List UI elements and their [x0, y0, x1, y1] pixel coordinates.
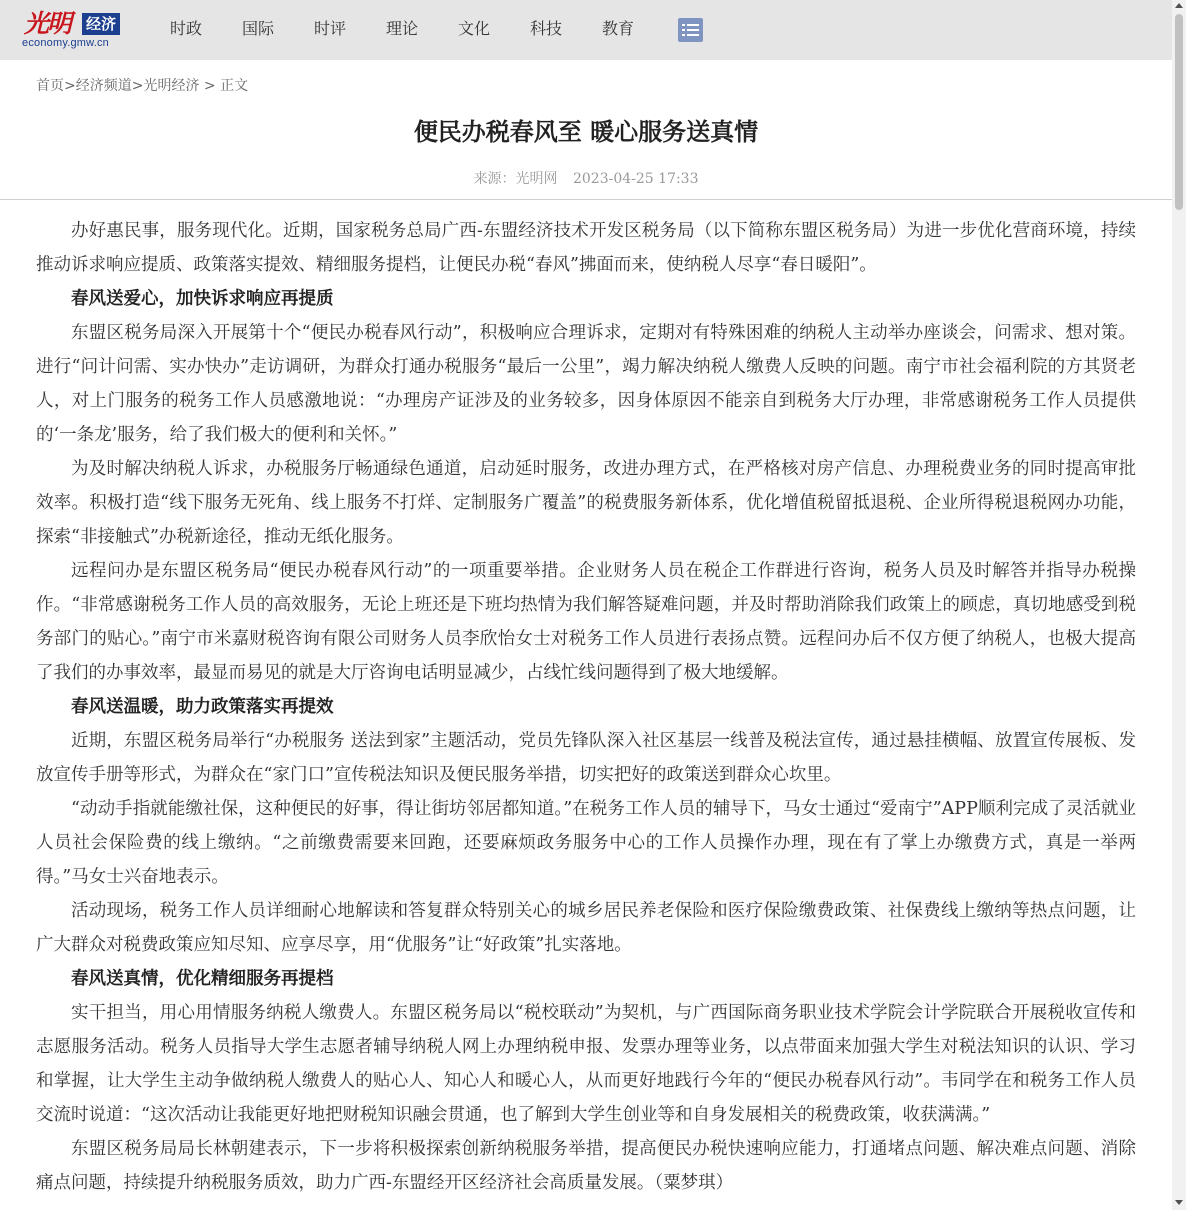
logo-section-badge: 经济: [82, 13, 120, 35]
breadcrumb: [36, 75, 248, 95]
breadcrumb-current: 正文: [220, 78, 249, 94]
nav-item-education[interactable]: 教育: [601, 19, 634, 38]
article-paragraph: 东盟区税务局深入开展第十个“便民办税春风行动”，积极响应合理诉求，定期对有特殊困难的纳税人主动举办座谈会，问需求、想对策。进行“问计问需、实办快办”走访调研，为群众打通办税服务“最后一公里”，竭力解决纳税人缴费人反映的问题。南宁市社会福利院的方其贤老人，对上门服务的税务工作人员感激地说：“办理房产证涉及的业务较多，因身体原因不能亲自到税务大厅办理，非常感谢税务工作人员提供的‘一条龙’服务，给了我们极大的便利和关怀。”: [36, 323, 1136, 445]
article-subtitle: 春风送温暖，助力政策落实再提效: [71, 697, 334, 717]
breadcrumb-separator: >: [131, 78, 144, 94]
article-paragraph: 近期，东盟区税务局举行“办税服务 送法到家”主题活动，党员先锋队深入社区基层一线普及税法宣传，通过悬挂横幅、放置宣传展板、发放宣传手册等形式，为群众在“家门口”宣传税法知识及便民服务举措，切实把好的政策送到群众心坎里。: [36, 731, 1136, 785]
top-navigation-bar: [0, 0, 1172, 60]
source-name[interactable]: 光明网: [515, 171, 558, 187]
article-body: [36, 214, 1136, 1200]
site-logo[interactable]: [22, 4, 132, 54]
nav-item-tech[interactable]: 科技: [529, 19, 562, 38]
main-nav: [150, 0, 654, 60]
nav-item-commentary[interactable]: 时评: [313, 19, 346, 38]
publish-datetime: 2023-04-25 17:33: [572, 171, 699, 187]
article-paragraph: “动动手指就能缴社保，这种便民的好事，得让街坊邻居都知道。”在税务工作人员的辅导下，马女士通过“爱南宁”APP顺利完成了灵活就业人员社会保险费的线上缴纳。“之前缴费需要来回跑，还要麻烦政务服务中心的工作人员操作办理，现在有了掌上办缴费方式，真是一举两得。”马女士兴奋地表示。: [36, 799, 1136, 887]
breadcrumb-economy-channel[interactable]: 经济频道: [75, 78, 132, 94]
logo-brand-text: 光明: [24, 9, 71, 38]
scroll-down-arrow-icon[interactable]: [1175, 1200, 1183, 1205]
article-paragraph: 远程问办是东盟区税务局“便民办税春风行动”的一项重要举措。企业财务人员在税企工作群进行咨询，税务人员及时解答并指导办税操作。“非常感谢税务工作人员的高效服务，无论上班还是下班均热情为我们解答疑难问题，并及时帮助消除我们政策上的顾虑，真切地感受到税务部门的贴心。”南宁市米嘉财税咨询有限公司财务人员李欣怡女士对税务工作人员进行表扬点赞。远程问办后不仅方便了纳税人，也极大提高了我们的办事效率，最显而易见的就是大厅咨询电话明显减少，占线忙线问题得到了极大地缓解。: [36, 561, 1136, 683]
breadcrumb-separator: >: [199, 78, 221, 94]
article-paragraph: 活动现场，税务工作人员详细耐心地解读和答复群众特别关心的城乡居民养老保险和医疗保险缴费政策、社保费线上缴纳等热点问题，让广大群众对税费政策应知尽知、应享尽享，用“优服务”让“好政策”扎实落地。: [36, 901, 1136, 955]
title-divider: [0, 199, 1172, 200]
nav-item-theory[interactable]: 理论: [385, 19, 418, 38]
nav-item-international[interactable]: 国际: [241, 19, 274, 38]
article-subtitle: 春风送真情，优化精细服务再提档: [71, 969, 334, 989]
breadcrumb-home[interactable]: 首页: [36, 78, 64, 94]
scroll-up-arrow-icon[interactable]: [1175, 3, 1183, 8]
scroll-thumb[interactable]: [1175, 14, 1183, 210]
article-paragraph: 办好惠民事，服务现代化。近期，国家税务总局广西-东盟经济技术开发区税务局（以下简称东盟区税务局）为进一步优化营商环境，持续推动诉求响应提质、政策落实提效、精细服务提档，让便民办税“春风”拂面而来，使纳税人尽享“春日暖阳”。: [36, 221, 1136, 275]
article-meta: [0, 168, 1172, 188]
source-label: 来源：: [473, 171, 516, 187]
vertical-scrollbar[interactable]: [1172, 0, 1186, 1210]
article-subtitle: 春风送爱心，加快诉求响应再提质: [71, 289, 334, 309]
article-title: 便民办税春风至 暖心服务送真情: [413, 118, 759, 146]
article-paragraph: 东盟区税务局局长林朝建表示，下一步将积极探索创新纳税服务举措，提高便民办税快速响应能力，打通堵点问题、解决难点问题、消除痛点问题，持续提升纳税服务质效，助力广西-东盟经开区经济社会高质量发展。（粟梦琪）: [36, 1139, 1136, 1193]
nav-item-culture[interactable]: 文化: [457, 19, 490, 38]
nav-item-politics[interactable]: 时政: [169, 19, 202, 38]
breadcrumb-gmw-economy[interactable]: 光明经济: [143, 78, 200, 94]
breadcrumb-separator: >: [64, 78, 76, 94]
list-menu-icon[interactable]: [678, 18, 703, 42]
article-paragraph: 为及时解决纳税人诉求，办税服务厅畅通绿色通道，启动延时服务，改进办理方式，在严格核对房产信息、办理税费业务的同时提高审批效率。积极打造“线下服务无死角、线上服务不打烊、定制服务广覆盖”的税费服务新体系，优化增值税留抵退税、企业所得税退税网办功能，探索“非接触式”办税新途径，推动无纸化服务。: [36, 459, 1136, 547]
logo-domain-text: economy.gmw.cn: [22, 37, 109, 49]
article-paragraph: 实干担当，用心用情服务纳税人缴费人。东盟区税务局以“税校联动”为契机，与广西国际商务职业技术学院会计学院联合开展税收宣传和志愿服务活动。税务人员指导大学生志愿者辅导纳税人网上办理纳税申报、发票办理等业务，以点带面来加强大学生对税法知识的认识、学习和掌握，让大学生主动争做纳税人缴费人的贴心人、知心人和暖心人，从而更好地践行今年的“便民办税春风行动”。韦同学在和税务工作人员交流时说道：“这次活动让我能更好地把财税知识融会贯通，也了解到大学生创业等和自身发展相关的税费政策，收获满满。”: [36, 1003, 1136, 1125]
